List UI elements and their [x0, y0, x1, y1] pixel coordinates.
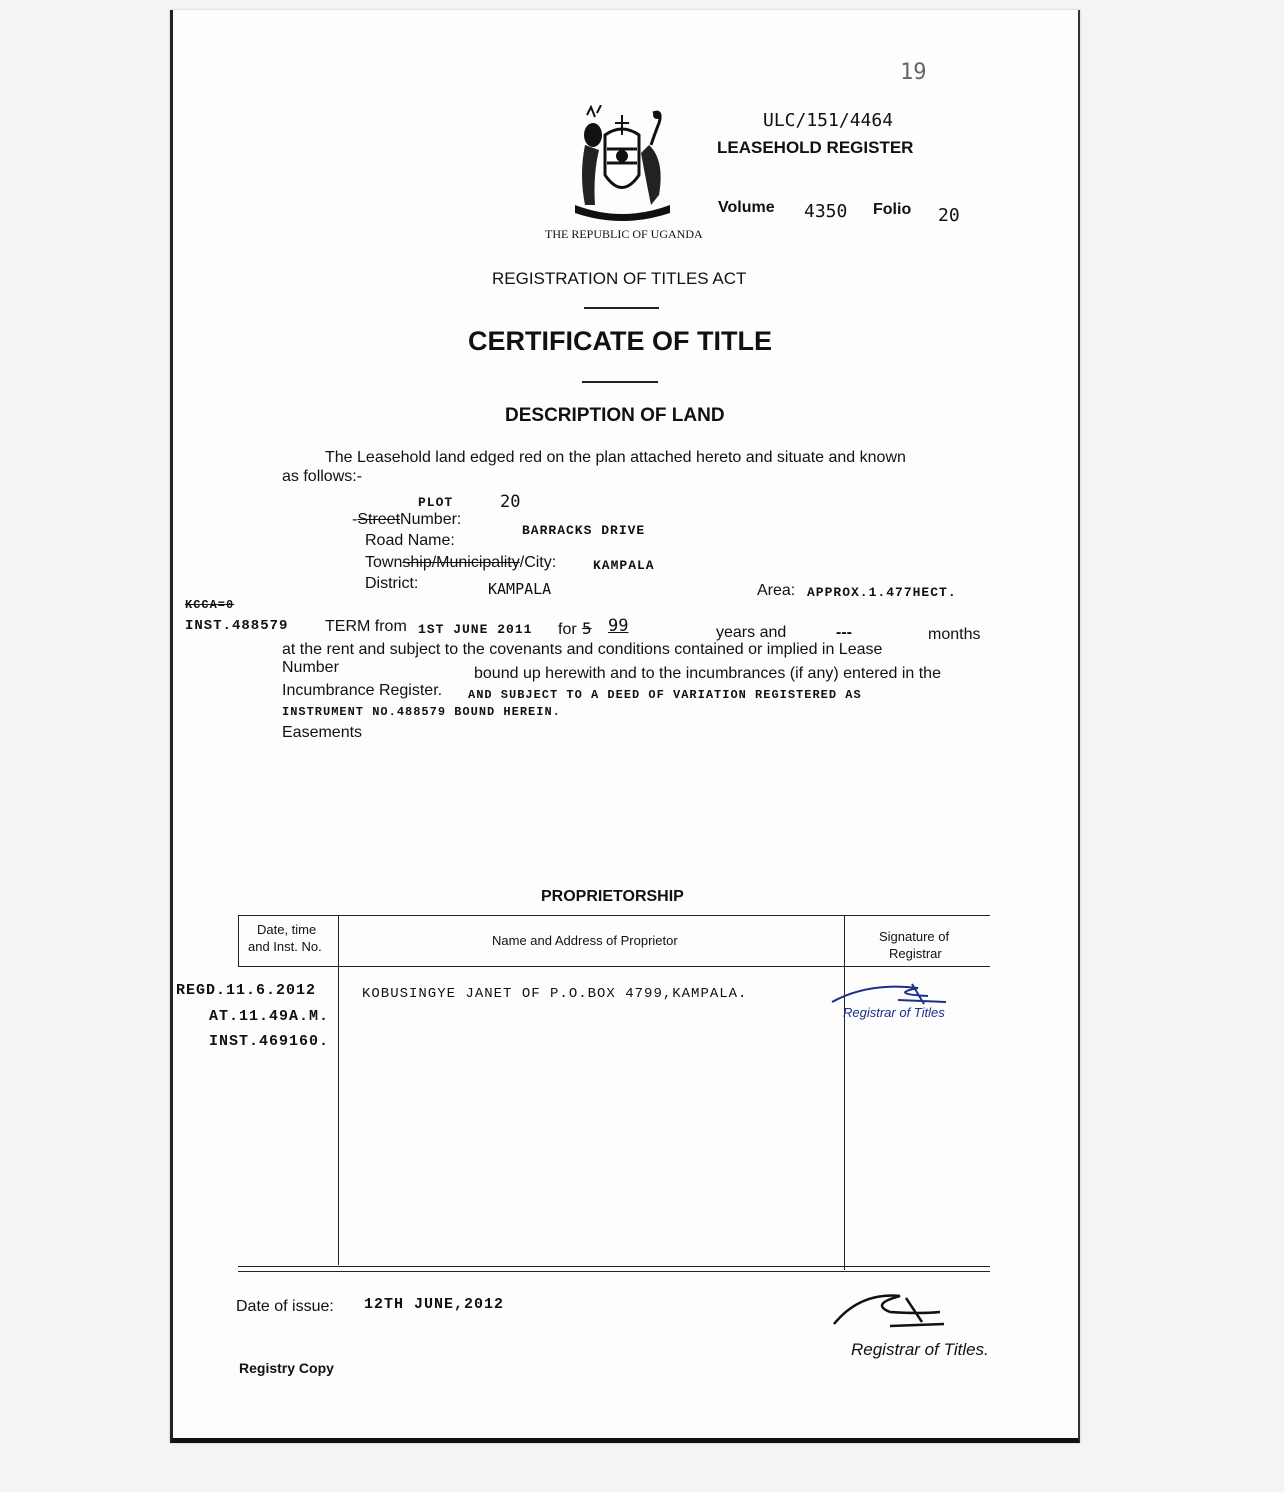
- folio-label: Folio: [873, 201, 912, 218]
- registry-copy: Registry Copy: [239, 1360, 334, 1376]
- col-signature-header: Signature of: [879, 929, 950, 944]
- act-title: REGISTRATION OF TITLES ACT: [492, 269, 747, 288]
- area-value: APPROX.1.477HECT.: [807, 585, 957, 600]
- volume-value: 4350: [804, 201, 848, 222]
- struck-ref: KCCA=0: [185, 598, 235, 612]
- volume-label: Volume: [718, 199, 775, 216]
- years-value: 99: [608, 616, 629, 636]
- signature-icon: [828, 980, 958, 1008]
- signature-icon: [830, 1286, 950, 1334]
- term-line: at the rent and subject to the covenants and conditions contained or implied in Lease: [282, 641, 883, 658]
- coat-of-arms-icon: [565, 105, 680, 225]
- divider: [584, 307, 659, 309]
- street-value: BARRACKS DRIVE: [522, 523, 646, 538]
- proprietor-name: KOBUSINGYE JANET OF P.O.BOX 4799,KAMPALA.: [362, 986, 748, 1002]
- issue-date: 12TH JUNE,2012: [364, 1296, 505, 1313]
- street-label: Number:: [400, 511, 462, 528]
- township-row: Township/Municipality/City:: [365, 554, 557, 571]
- term-line: Number: [282, 659, 339, 676]
- start-date: 1ST JUNE 2011: [418, 622, 533, 637]
- plot-label: PLOT: [418, 495, 454, 510]
- register-type: LEASEHOLD REGISTER: [717, 138, 914, 157]
- district-value: KAMPALA: [488, 580, 552, 598]
- area-label: Area:: [757, 582, 796, 599]
- table-bottom-rule: [238, 1266, 990, 1267]
- divider: [582, 381, 658, 383]
- years-label: years and: [716, 624, 787, 641]
- registrar-of-titles: Registrar of Titles.: [851, 1340, 989, 1359]
- page-title: CERTIFICATE OF TITLE: [468, 326, 772, 356]
- col-date-header: and Inst. No.: [248, 939, 322, 954]
- col-name-header: Name and Address of Proprietor: [492, 933, 678, 948]
- months-label: months: [928, 626, 981, 643]
- term-line: Incumbrance Register.: [282, 682, 443, 699]
- ref-number: ULC/151/4464: [763, 110, 894, 131]
- table-header-rule: [238, 966, 990, 967]
- months-value: ---: [836, 624, 852, 641]
- table-top-rule: [238, 915, 990, 916]
- road-label: Road Name:: [365, 532, 455, 549]
- township-struck: ship/Municipality: [402, 554, 520, 571]
- regd-date: REGD.11.6.2012: [176, 982, 317, 999]
- plot-value: 20: [500, 492, 521, 512]
- regd-inst: INST.469160.: [209, 1033, 330, 1050]
- section-heading: DESCRIPTION OF LAND: [505, 405, 725, 426]
- district-label: District:: [365, 575, 419, 592]
- street-struck: Street: [357, 511, 401, 528]
- easements-label: Easements: [282, 724, 363, 741]
- inst-ref: INST.488579: [185, 618, 289, 634]
- issue-label: Date of issue:: [236, 1298, 334, 1315]
- col-signature-header: Registrar: [889, 946, 942, 961]
- variation-line: INSTRUMENT NO.488579 BOUND HEREIN.: [282, 705, 561, 719]
- term-line: bound up herewith and to the incumbrances (if any) entered in the: [474, 665, 941, 682]
- intro-line: The Leasehold land edged red on the plan attached hereto and situate and known: [325, 449, 906, 466]
- col-date-header: Date, time: [257, 922, 317, 937]
- intro-line: as follows:-: [282, 468, 363, 485]
- proprietorship-heading: PROPRIETORSHIP: [541, 888, 684, 905]
- corner-mark: 19: [900, 60, 927, 85]
- registrar-stamp: Registrar of Titles: [843, 1005, 945, 1020]
- for-label: for: [558, 621, 577, 638]
- folio-value: 20: [938, 205, 960, 226]
- term-from: TERM from: [325, 618, 407, 635]
- struck-years: 5: [582, 619, 592, 638]
- variation-line: AND SUBJECT TO A DEED OF VARIATION REGISTERED AS: [468, 688, 862, 702]
- street-row: -StreetNumber:: [352, 511, 462, 528]
- republic-label: THE REPUBLIC OF UGANDA: [545, 227, 703, 241]
- regd-time: AT.11.49A.M.: [209, 1008, 330, 1025]
- city-value: KAMPALA: [593, 558, 655, 573]
